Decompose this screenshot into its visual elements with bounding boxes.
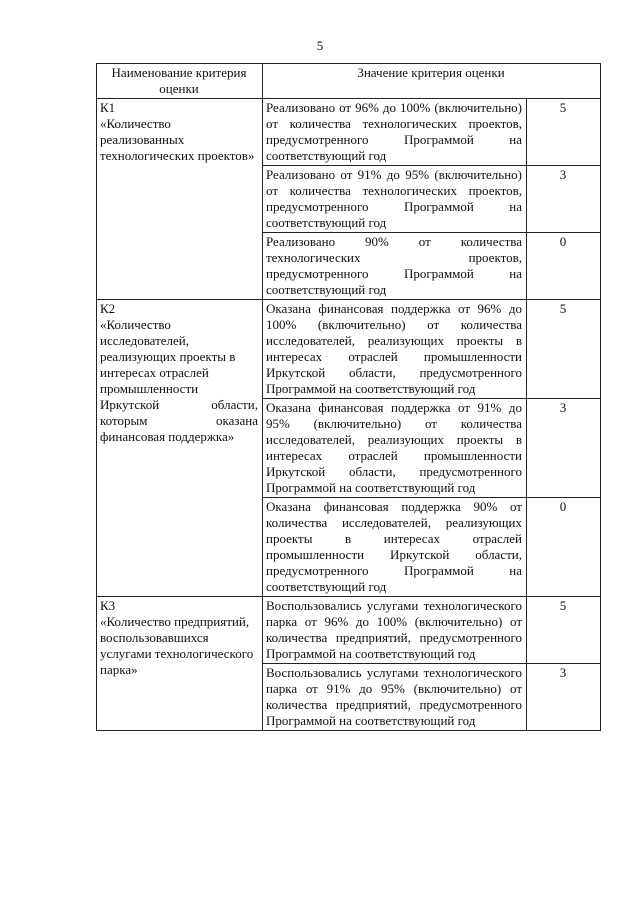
criteria-row <box>97 300 601 399</box>
criterion-value-text: Оказана финансовая поддержка 90% от количества исследователей, реализующих проекты в интересах отраслей промышленности Иркутской области, предусмотренного Программой на соответствующий год <box>263 498 527 597</box>
criterion-name-cell <box>97 99 263 300</box>
criterion-code: К2 <box>100 301 116 316</box>
criterion-title-continuation: Иркутской области, которым оказана финансовая поддержка» <box>100 397 258 444</box>
criterion-name-cell <box>97 597 263 731</box>
criterion-score: 0 <box>527 233 601 300</box>
criterion-value-text: Реализовано от 91% до 95% (включительно) от количества технологических проектов, предусмотренного Программой на соответствующий год <box>263 166 527 233</box>
criteria-row <box>97 99 601 166</box>
criterion-score: 0 <box>527 498 601 597</box>
criteria-table <box>96 63 601 731</box>
criterion-score: 3 <box>527 399 601 498</box>
criteria-row <box>97 597 601 664</box>
criterion-value-text: Воспользовались услугами технологического парка от 91% до 95% (включительно) от количества предприятий, предусмотренного Программой на соответствующий год <box>263 664 527 731</box>
criterion-score: 5 <box>527 597 601 664</box>
table-header-row <box>97 64 601 99</box>
page-number: 5 <box>316 38 324 53</box>
criterion-value-text: Реализовано 90% от количества технологических проектов, предусмотренного Программой на соответствующий год <box>263 233 527 300</box>
criterion-title: «Количество исследователей, реализующих проекты в интересах отраслей промышленности <box>100 317 236 396</box>
criterion-score: 3 <box>527 664 601 731</box>
header-criterion-name: Наименование критерия оценки <box>97 64 263 99</box>
criterion-code: К3 <box>100 598 116 613</box>
criteria-body <box>97 99 601 731</box>
criterion-value-text: Воспользовались услугами технологического парка от 96% до 100% (включительно) от количества предприятий, предусмотренного Программой на соответствующий год <box>263 597 527 664</box>
criterion-name-cell <box>97 300 263 597</box>
criterion-score: 5 <box>527 99 601 166</box>
criterion-code: К1 <box>100 100 116 115</box>
criterion-score: 5 <box>527 300 601 399</box>
criterion-title: «Количество реализованных технологических проектов» <box>100 116 255 163</box>
criterion-value-text: Реализовано от 96% до 100% (включительно) от количества технологических проектов, предусмотренного Программой на соответствующий год <box>263 99 527 166</box>
header-criterion-value: Значение критерия оценки <box>263 64 601 99</box>
criterion-value-text: Оказана финансовая поддержка от 96% до 100% (включительно) от количества исследователей, реализующих проекты в интересах отраслей промышленности Иркутской области, предусмотренного Программой на соответствующий год <box>263 300 527 399</box>
criterion-score: 3 <box>527 166 601 233</box>
criterion-value-text: Оказана финансовая поддержка от 91% до 95% (включительно) от количества исследователей, реализующих проекты в интересах отраслей промышленности Иркутской области, предусмотренного Программой на соответствующий год <box>263 399 527 498</box>
criterion-title: «Количество предприятий, воспользовавшихся услугами технологического парка» <box>100 614 254 677</box>
